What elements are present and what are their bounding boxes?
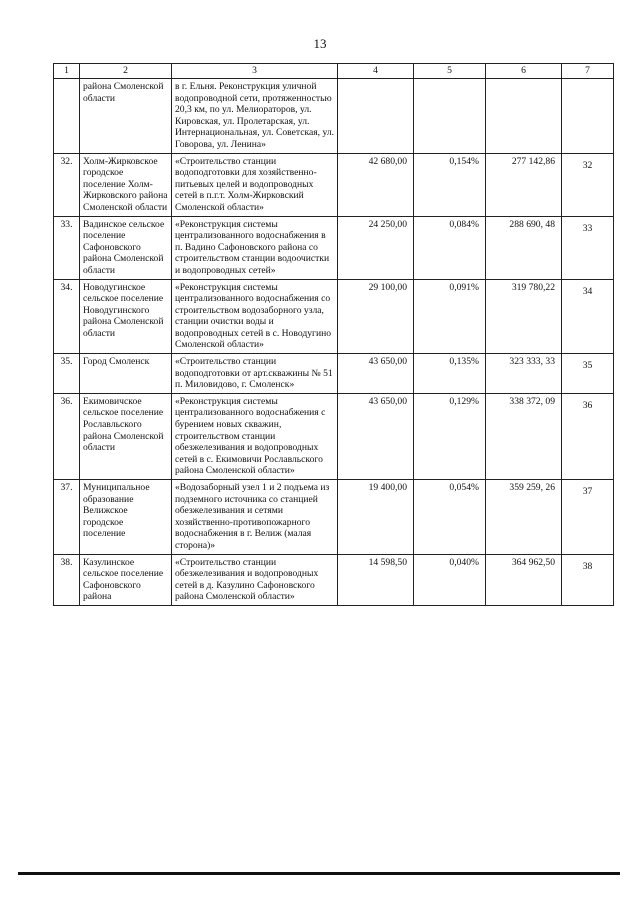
municipality-name: Казулинское сельское поселение Сафоновского района <box>80 554 172 605</box>
municipality-name: Екимовичское сельское поселение Рославльского района Смоленской области <box>80 393 172 479</box>
percent-cell: 0,084% <box>414 216 486 279</box>
table-row <box>54 393 614 479</box>
project-description: «Реконструкция системы централизованного водоснабжения со строительством водозаборного узла, станции очистки воды и водопроводных сетей в с. Новодугино Смоленской области» <box>172 279 338 354</box>
table-row <box>54 153 614 216</box>
project-description: «Строительство станции водоподготовки для хозяйственно-питьевых целей и водопроводных сетей в п.г.т. Холм-Жирковский Смоленской области» <box>172 153 338 216</box>
municipality-name: Новодугинское сельское поселение Новодугинского района Смоленской области <box>80 279 172 354</box>
municipality-name: Вадинское сельское поселение Сафоновского района Смоленской области <box>80 216 172 279</box>
rank-cell <box>562 279 614 354</box>
rank-cell <box>562 354 614 394</box>
municipality-name: района Смоленской области <box>80 79 172 154</box>
row-number: 35. <box>54 354 80 394</box>
amount-cell: 29 100,00 <box>338 279 414 354</box>
table-row <box>54 216 614 279</box>
municipality-name: Холм-Жирковское городское поселение Холм-Жирковского района Смоленской области <box>80 153 172 216</box>
amount-cell: 42 680,00 <box>338 153 414 216</box>
percent-cell: 0,054% <box>414 480 486 555</box>
row-number: 32. <box>54 153 80 216</box>
rank-cell <box>562 554 614 605</box>
row-number <box>54 79 80 154</box>
row-number: 33. <box>54 216 80 279</box>
amount-cell: 43 650,00 <box>338 393 414 479</box>
percent-cell: 0,154% <box>414 153 486 216</box>
percent-cell: 0,129% <box>414 393 486 479</box>
header-col-4: 4 <box>338 64 414 79</box>
row-number: 36. <box>54 393 80 479</box>
rank-cell <box>562 393 614 479</box>
rank-value: 32 <box>582 159 593 171</box>
total-cell: 338 372, 09 <box>486 393 562 479</box>
header-col-2: 2 <box>80 64 172 79</box>
bottom-rule <box>18 872 620 875</box>
rank-value: 38 <box>582 560 593 572</box>
header-col-5: 5 <box>414 64 486 79</box>
rank-cell <box>562 153 614 216</box>
total-cell: 359 259, 26 <box>486 480 562 555</box>
project-description: в г. Ельня. Реконструкция уличной водопроводной сети, протяженностью 20,3 км, по ул. Мелиораторов, ул. Кировская, ул. Пролетарская, ул. Интернациональная, ул. Советская, ул. Говорова, ул. Ленина» <box>172 79 338 154</box>
project-description: «Водозаборный узел 1 и 2 подъема из подземного источника со станцией обезжелезивания и сетями хозяйственно-противопожарного водоснабжения в г. Велиж (малая сторона)» <box>172 480 338 555</box>
table-header-row <box>54 64 614 79</box>
percent-cell: 0,135% <box>414 354 486 394</box>
total-cell: 323 333, 33 <box>486 354 562 394</box>
total-cell: 319 780,22 <box>486 279 562 354</box>
rank-value: 37 <box>582 486 593 497</box>
amount-cell: 24 250,00 <box>338 216 414 279</box>
percent-cell: 0,040% <box>414 554 486 605</box>
project-description: «Реконструкция системы централизованного водоснабжения в п. Вадино Сафоновского района со строительством станции водоочистки и водопроводных сетей» <box>172 216 338 279</box>
header-col-3: 3 <box>172 64 338 79</box>
project-description: «Реконструкция системы централизованного водоснабжения с бурением новых скважин, строительством станции обезжелезивания и водопроводных сетей в с. Екимовичи Рославльского района Смоленской области» <box>172 393 338 479</box>
amount-cell <box>338 79 414 154</box>
table-row <box>54 79 614 154</box>
header-col-6: 6 <box>486 64 562 79</box>
rank-value: 36 <box>582 399 593 411</box>
rank-cell <box>562 480 614 555</box>
total-cell: 277 142,86 <box>486 153 562 216</box>
page-number: 13 <box>313 36 327 51</box>
amount-cell: 19 400,00 <box>338 480 414 555</box>
total-cell: 288 690, 48 <box>486 216 562 279</box>
row-number: 37. <box>54 480 80 555</box>
header-col-7: 7 <box>562 64 614 79</box>
table-row <box>54 554 614 605</box>
data-table <box>53 63 614 606</box>
percent-cell: 0,091% <box>414 279 486 354</box>
header-col-1: 1 <box>54 64 80 79</box>
rank-value: 33 <box>582 222 593 234</box>
rank-cell <box>562 79 614 154</box>
amount-cell: 43 650,00 <box>338 354 414 394</box>
project-description: «Строительство станции водоподготовки от арт.скважины № 51 п. Миловидово, г. Смоленск» <box>172 354 338 394</box>
municipality-name: Город Смоленск <box>80 354 172 394</box>
project-description: «Строительство станции обезжелезивания и водопроводных сетей в д. Казулино Сафоновского района Смоленской области» <box>172 554 338 605</box>
rank-cell <box>562 216 614 279</box>
table-row <box>54 354 614 394</box>
table-row <box>54 279 614 354</box>
total-cell <box>486 79 562 154</box>
table-row <box>54 480 614 555</box>
municipality-name: Муниципальное образование Велижское городское поселение <box>80 480 172 555</box>
rank-value: 35 <box>582 360 593 372</box>
amount-cell: 14 598,50 <box>338 554 414 605</box>
rank-value: 34 <box>582 285 593 297</box>
percent-cell <box>414 79 486 154</box>
total-cell: 364 962,50 <box>486 554 562 605</box>
row-number: 38. <box>54 554 80 605</box>
row-number: 34. <box>54 279 80 354</box>
